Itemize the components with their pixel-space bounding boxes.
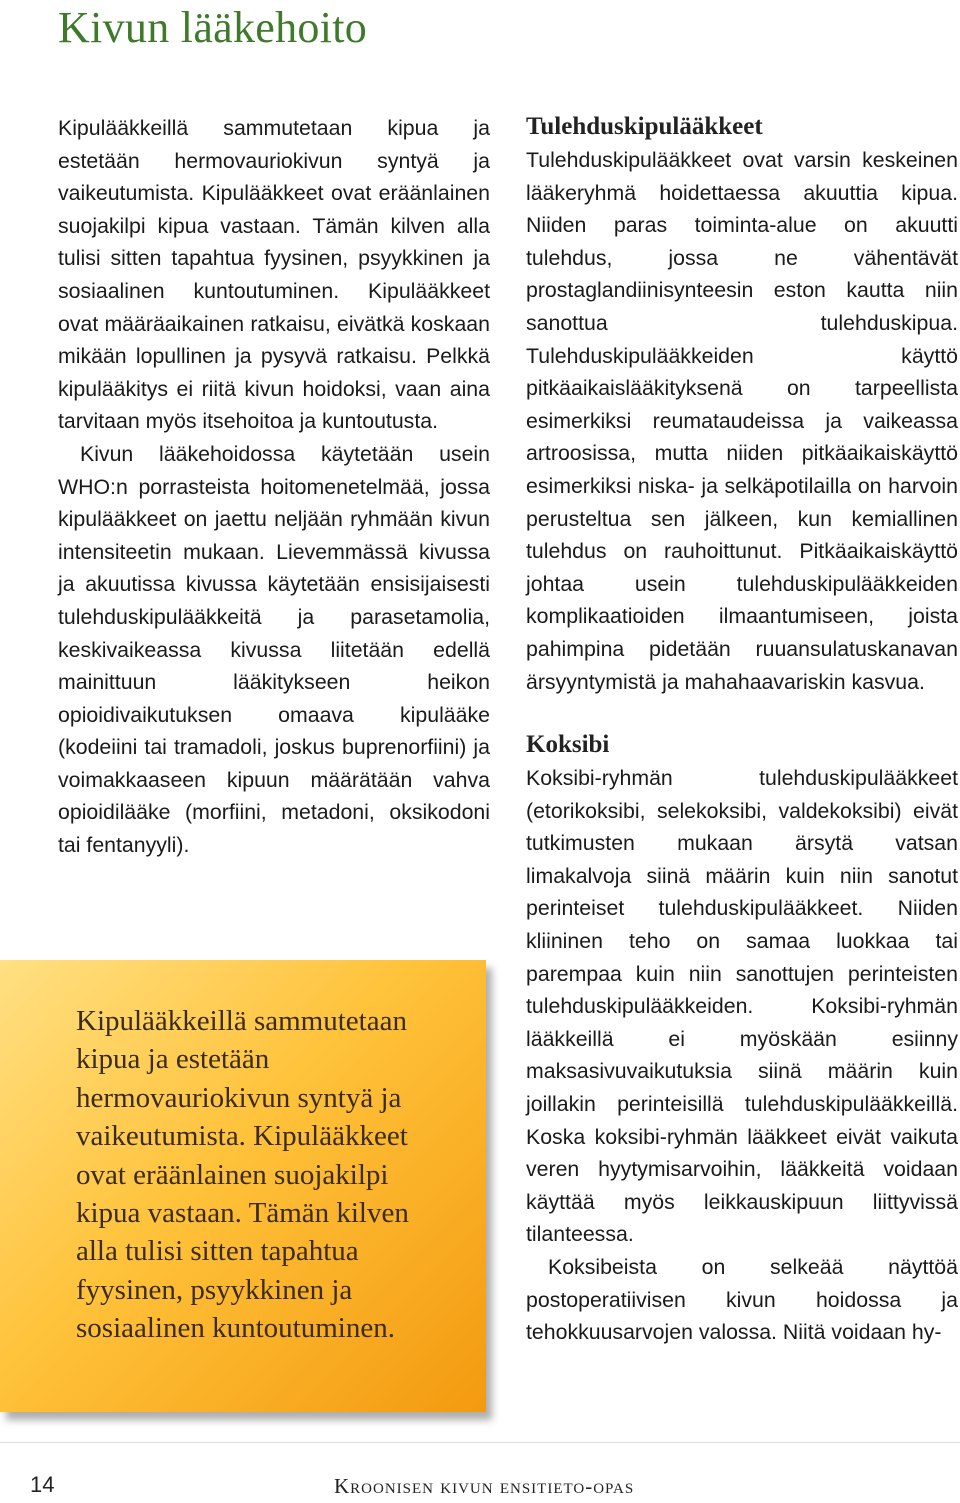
page-number: 14 xyxy=(30,1472,55,1497)
left-column xyxy=(58,112,490,862)
tulehduskipulaakkeet-paragraph: Tulehduskipulääkkeet ovat varsin keskeinen lääkeryhmä hoidettaessa akuuttia kipua. Niiden paras toiminta-alue on akuutti tulehdus, jossa ne vähentävät prostaglandiinisynteesin eston kautta niin sanottua tulehduskipua. Tulehduskipulääkkeiden käyttö pitkäaikaislääkityksenä on tarpeellista esimerkiksi reumataudeissa ja vaikeassa artroosissa, mutta niiden pitkäaikaiskäyttö esimerkiksi niska- ja selkäpotilailla on harvoin perusteltua sen jälkeen, kun kemiallinen tulehdus on rauhoittunut. Pitkäaikaiskäyttö johtaa usein tulehduskipulääkkeiden komplikaatioiden ilmaantumiseen, joista pahimpina pidetään ruuansulatuskanavan ärsyyntymistä ja mahahaavariskin kasvua. xyxy=(526,148,958,694)
footer-guide-title: Kroonisen kivun ensitieto-opas xyxy=(334,1474,635,1498)
page-title: Kivun lääkehoito xyxy=(58,3,368,52)
koksibi-paragraph-continued: Koksibeista on selkeää näyttöä postoperatiivisen kivun hoidossa ja tehokkuusarvojen valossa. Niitä voidaan hy- xyxy=(526,1255,958,1345)
right-column xyxy=(526,110,958,1349)
section-heading-tulehduskipulaakkeet: Tulehduskipulääkkeet xyxy=(526,113,763,140)
pull-quote-text: Kipulääkkeillä sammutetaan kipua ja estetään hermovauriokivun syntyä ja vaikeutumista. Kipulääkkeet ovat eräänlainen suojakilpi kipua vastaan. Tämän kilven alla tulisi sitten tapahtua fyysinen, psyykkinen ja sosiaalinen kuntoutuminen. xyxy=(76,1005,409,1345)
koksibi-paragraph: Koksibi-ryhmän tulehduskipulääkkeet (etorikoksibi, selekoksibi, valdekoksibi) eivät tutkimusten mukaan ärsytä vatsan limakalvoja siinä määrin kuin niin sanotut perinteiset tulehduskipulääkkeet. Niiden kliininen teho on samaa luokkaa tai parempaa kuin niin sanottujen perinteisten tulehduskipulääkkeiden. Koksibi-ryhmän lääkkeillä ei myöskään esiinny maksasivuvaikutuksia siinä määrin kuin joillakin perinteisillä tulehduskipulääkkeillä. Koska koksibi-ryhmän lääkkeet eivät vaikuta veren hyytymisarvoihin, lääkkeitä voidaan käyttää myös leikkauskipuun liittyvissä tilanteessa. xyxy=(526,766,958,1247)
pull-quote-box xyxy=(0,960,486,1412)
footer-divider xyxy=(0,1442,960,1443)
intro-paragraph: Kipulääkkeillä sammutetaan kipua ja estetään hermovauriokivun syntyä ja vaikeutumista. Kipulääkkeet ovat eräänlainen suojakilpi kipua vastaan. Tämän kilven alla tulisi sitten tapahtua fyysinen, psyykkinen ja sosiaalinen kuntoutuminen. Kipulääkkeet ovat määräaikainen ratkaisu, eivätkä koskaan mikään lopullinen ja pysyvä ratkaisu. Pelkkä kipulääkitys ei riitä kivun hoidoksi, vaan aina tarvitaan myös itsehoitoa ja kuntoutusta. xyxy=(58,116,490,434)
who-ladder-paragraph: Kivun lääkehoidossa käytetään usein WHO:n porrasteista hoitomenetelmää, jossa kipulääkkeet on jaettu neljään ryhmään kivun intensiteetin mukaan. Lievemmässä kivussa ja akuutissa kivussa käytetään ensisijaisesti tulehduskipulääkkeitä ja parasetamolia, keskivaikeassa kivussa liitetään edellä mainittuun lääkitykseen heikon opioidivaikutuksen omaava kipulääke (kodeiini tai tramadoli, joskus buprenorfiini) ja voimakkaaseen kipuun määrätään vahva opioidilääke (morfiini, metadoni, oksikodoni tai fentanyyli). xyxy=(58,441,490,858)
section-heading-koksibi: Koksibi xyxy=(526,731,610,759)
